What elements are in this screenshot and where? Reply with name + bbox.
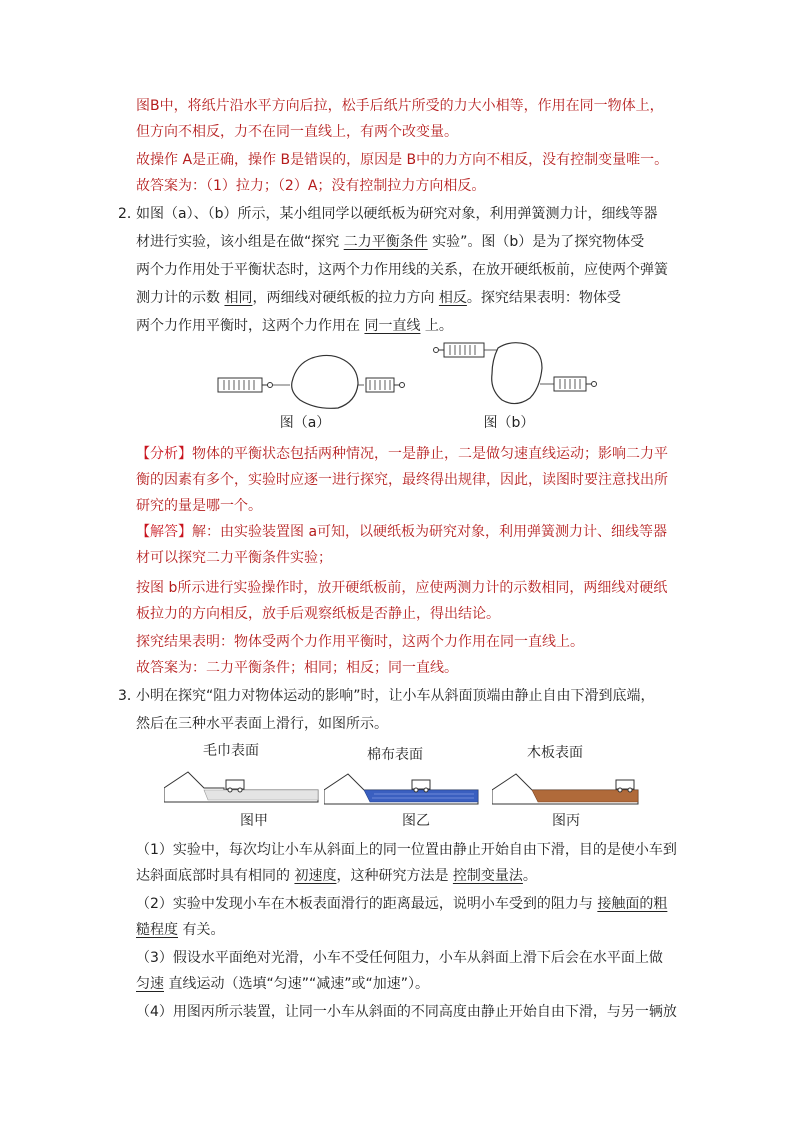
analysis-line: [136, 444, 668, 464]
answer-blank: 初速度: [294, 868, 337, 884]
cardboard-icon: [492, 343, 542, 404]
figure-b-caption: 图（b）: [483, 415, 535, 431]
analysis-tag: 【分析】: [136, 446, 192, 462]
answer-blank: 二力平衡条件: [343, 234, 428, 250]
text-line: 然后在三种水平表面上滑行，如图所示。: [136, 716, 388, 732]
text-span: 。: [522, 868, 537, 884]
question-number: 2．: [118, 206, 141, 222]
text-line: 故答案为：二力平衡条件；相同；相反；同一直线。: [136, 660, 458, 676]
figure-caption: 图乙: [402, 813, 430, 829]
solution-line: [136, 522, 667, 542]
text-line: [136, 894, 667, 914]
solution-tag: 【解答】: [136, 524, 192, 540]
text-line: [136, 974, 429, 994]
text-line: 板拉力的方向相反，放手后观察纸板是否静止，得出结论。: [136, 606, 500, 622]
text-span: 材进行实验，该小组是在做“探究: [136, 234, 344, 250]
text-span: 实验”。图（b）是为了探究物体受: [427, 234, 645, 250]
text-line: 故操作 A是正确，操作 B是错误的，原因是 B中的力方向不相反，没有控制变量唯一。: [136, 152, 669, 168]
spring-scale-icon: [218, 378, 273, 392]
text-line: 材可以探究二力平衡条件实验；: [136, 550, 332, 566]
answer-blank: 控制变量法: [452, 868, 523, 884]
towel-ramp-figure: [164, 762, 320, 804]
text-line: 按图 b所示进行实验操作时，放开硬纸板前，应使两测力计的示数相同，两细线对硬纸: [136, 580, 668, 596]
text-span: 上。: [420, 318, 453, 334]
text-line: 如图（a）、（b）所示，某小组同学以硬纸板为研究对象，利用弹簧测力计，细线等器: [136, 206, 658, 222]
text-line: 探究结果表明：物体受两个力作用平衡时，这两个力作用在同一直线上。: [136, 634, 584, 650]
text-line: （4）用图丙所示装置，让同一小车从斜面的不同高度由静止开始自由下滑，与另一辆放: [136, 1004, 677, 1020]
cardboard-icon: [292, 355, 358, 408]
text-line: （3）假设水平面绝对光滑，小车不受任何阻力，小车从斜面上滑下后会在水平面上做: [136, 950, 663, 966]
answer-blank: 接触面的粗: [597, 896, 668, 912]
spring-scale-icon: [434, 343, 485, 357]
text-line: [136, 288, 621, 308]
text-line: [136, 316, 453, 336]
text-span: 两个力作用平衡时，这两个力作用在: [136, 318, 365, 334]
figure-caption: 图丙: [552, 813, 580, 829]
text-span: 。探究结果表明：物体受: [466, 290, 621, 306]
question-number: 3．: [118, 688, 141, 704]
answer-blank: 匀速: [136, 976, 164, 992]
text-line: 但方向不相反，力不在同一直线上，有两个改变量。: [136, 124, 458, 140]
surface-label: 木板表面: [527, 745, 583, 761]
text-line: 衡的因素有多个，实验时应逐一进行探究，最终得出规律，因此，读图时要注意找出所: [136, 472, 668, 488]
surface-label: 毛巾表面: [203, 743, 259, 759]
text-span: ，这种研究方法是: [336, 868, 453, 884]
surface-label: 棉布表面: [367, 747, 423, 763]
text-line: [136, 232, 644, 252]
answer-blank: 相反: [438, 290, 467, 306]
text-line: （1）实验中，每次均让小车从斜面上的同一位置由静止开始自由下滑，目的是使小车到: [136, 842, 677, 858]
text-line: 故答案为：（1）拉力；（2）A；没有控制拉力方向相反。: [136, 178, 486, 194]
text-line: [136, 866, 537, 886]
text-line: [136, 920, 224, 940]
text-span: 解：由实验装置图 a可知，以硬纸板为研究对象，利用弹簧测力计、细线等器: [192, 524, 668, 540]
text-span: 物体的平衡状态包括两种情况，一是静止，二是做匀速直线运动；影响二力平: [192, 446, 668, 462]
answer-blank: 糙程度: [136, 922, 178, 938]
text-line: 两个力作用处于平衡状态时，这两个力作用线的关系，在放开硬纸板前，应使两个弹簧: [136, 262, 668, 278]
wood-ramp-figure: [492, 764, 640, 806]
cotton-ramp-figure: [324, 764, 480, 806]
figure-caption: 图甲: [240, 813, 268, 829]
figure-b: [430, 338, 600, 418]
text-span: ，两细线对硬纸板的拉力方向: [252, 290, 439, 306]
text-span: 有关。: [178, 922, 225, 938]
figure-a-caption: 图（a）: [279, 415, 331, 431]
text-span: 测力计的示数: [136, 290, 225, 306]
text-span: 达斜面底部时具有相同的: [136, 868, 295, 884]
text-span: （2）实验中发现小车在木板表面滑行的距离最远，说明小车受到的阻力与: [136, 896, 598, 912]
text-line: 图B中，将纸片沿水平方向后拉，松手后纸片所受的力大小相等，作用在同一物体上，: [136, 98, 664, 114]
text-span: 直线运动（选填“匀速”“减速”或“加速”）。: [164, 976, 429, 992]
spring-scale-icon: [554, 377, 597, 391]
spring-scale-icon: [366, 378, 405, 392]
text-line: 研究的量是哪一个。: [136, 498, 262, 514]
figure-a: [212, 350, 408, 410]
answer-blank: 同一直线: [364, 318, 421, 334]
text-line: 小明在探究“阻力对物体运动的影响”时，让小车从斜面顶端由静止自由下滑到底端，: [136, 688, 655, 704]
answer-blank: 相同: [224, 290, 253, 306]
